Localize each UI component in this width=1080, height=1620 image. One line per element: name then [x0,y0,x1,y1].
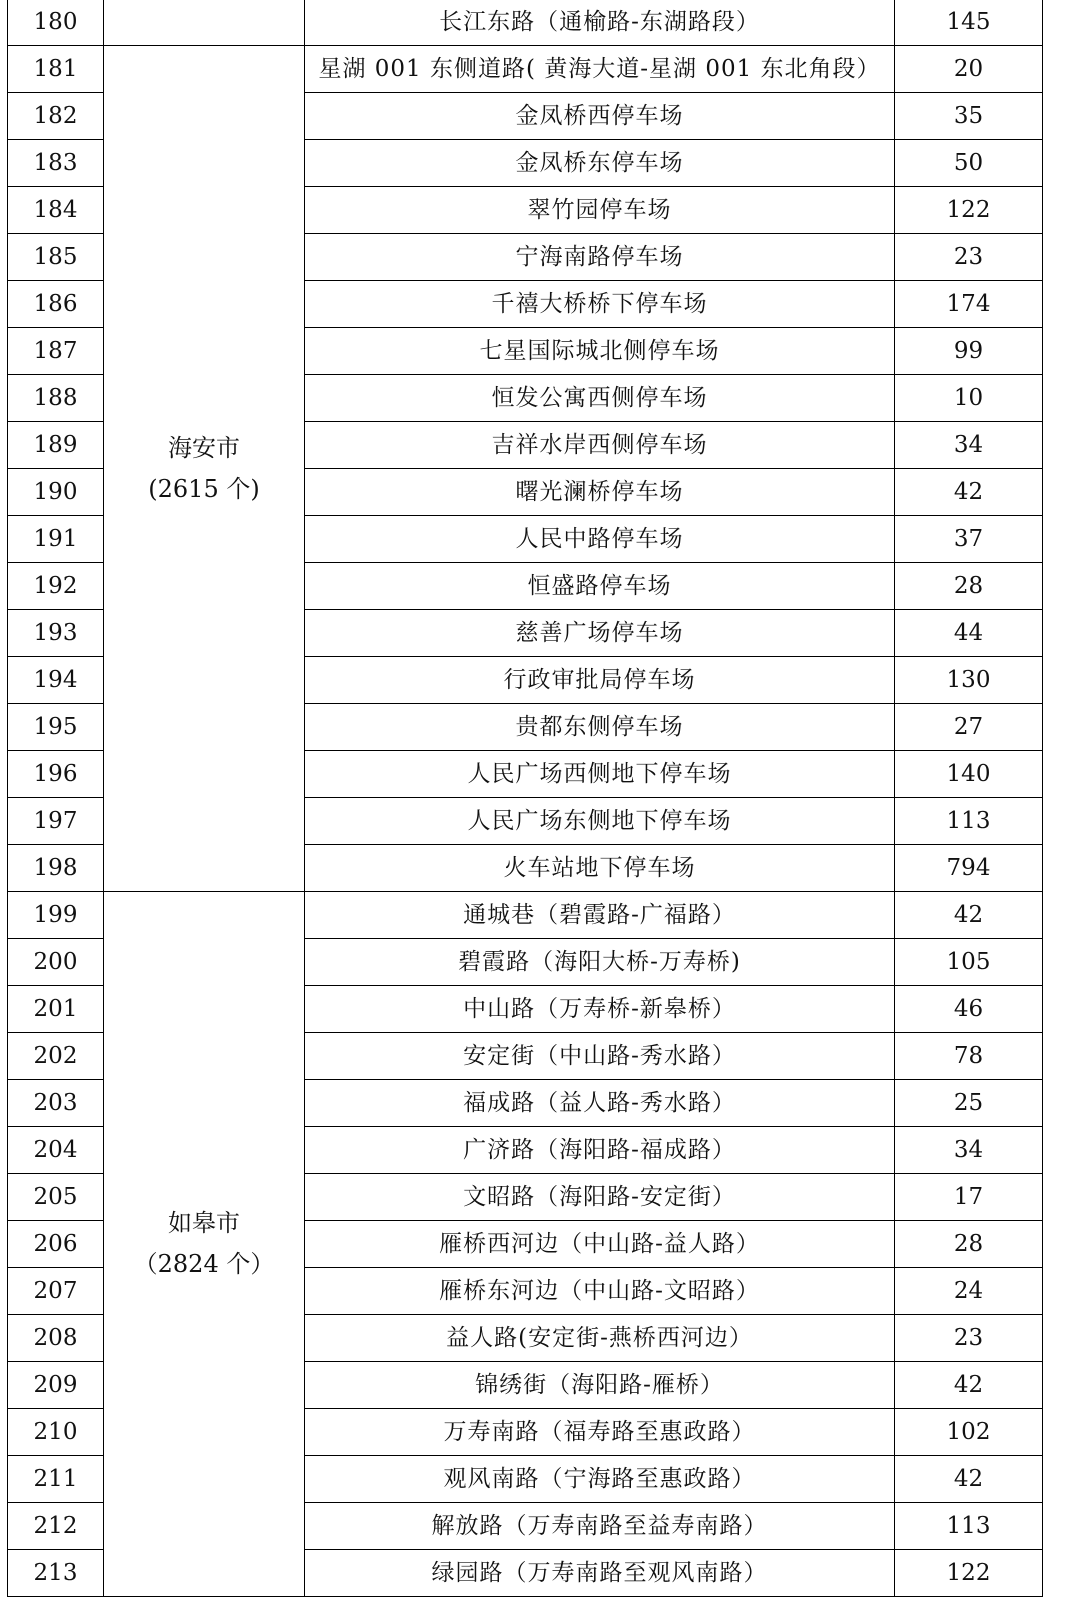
location-name: 绿园路（万寿南路至观风南路） [305,1550,895,1597]
row-number: 205 [8,1174,104,1221]
location-name: 吉祥水岸西侧停车场 [305,422,895,469]
row-number: 197 [8,798,104,845]
row-number: 211 [8,1456,104,1503]
row-number: 181 [8,46,104,93]
row-number: 200 [8,939,104,986]
parking-count: 34 [895,1127,1043,1174]
row-number: 203 [8,1080,104,1127]
parking-count: 42 [895,1362,1043,1409]
parking-count: 50 [895,140,1043,187]
location-name: 行政审批局停车场 [305,657,895,704]
location-name: 曙光澜桥停车场 [305,469,895,516]
parking-count: 23 [895,234,1043,281]
district-cell [104,892,305,1597]
parking-count: 102 [895,1409,1043,1456]
location-name: 锦绣街（海阳路-雁桥） [305,1362,895,1409]
location-name: 解放路（万寿南路至益寿南路） [305,1503,895,1550]
parking-count: 24 [895,1268,1043,1315]
table-row [8,892,1043,939]
parking-count: 113 [895,1503,1043,1550]
row-number: 194 [8,657,104,704]
parking-count: 42 [895,1456,1043,1503]
parking-count: 27 [895,704,1043,751]
row-number: 188 [8,375,104,422]
location-name: 雁桥东河边（中山路-文昭路） [305,1268,895,1315]
row-number: 196 [8,751,104,798]
location-name: 火车站地下停车场 [305,845,895,892]
location-name: 中山路（万寿桥-新皋桥） [305,986,895,1033]
parking-count: 17 [895,1174,1043,1221]
location-name: 万寿南路（福寿路至惠政路） [305,1409,895,1456]
row-number: 202 [8,1033,104,1080]
parking-count: 34 [895,422,1043,469]
parking-count: 113 [895,798,1043,845]
location-name: 人民广场西侧地下停车场 [305,751,895,798]
row-number: 189 [8,422,104,469]
parking-count: 37 [895,516,1043,563]
row-number: 206 [8,1221,104,1268]
parking-count: 99 [895,328,1043,375]
parking-count: 44 [895,610,1043,657]
parking-count: 122 [895,187,1043,234]
row-number: 184 [8,187,104,234]
location-name: 恒盛路停车场 [305,563,895,610]
location-name: 翠竹园停车场 [305,187,895,234]
location-name: 通城巷（碧霞路-广福路） [305,892,895,939]
row-number: 210 [8,1409,104,1456]
location-name: 安定街（中山路-秀水路） [305,1033,895,1080]
parking-count: 122 [895,1550,1043,1597]
row-number: 199 [8,892,104,939]
location-name: 长江东路（通榆路-东湖路段） [305,0,895,46]
row-number: 201 [8,986,104,1033]
row-number: 183 [8,140,104,187]
row-number: 198 [8,845,104,892]
parking-count: 28 [895,1221,1043,1268]
row-number: 185 [8,234,104,281]
parking-count: 78 [895,1033,1043,1080]
row-number: 204 [8,1127,104,1174]
location-name: 贵都东侧停车场 [305,704,895,751]
row-number: 180 [8,0,104,46]
table-row [8,0,1043,46]
parking-count: 28 [895,563,1043,610]
parking-count: 130 [895,657,1043,704]
parking-count: 140 [895,751,1043,798]
parking-count: 10 [895,375,1043,422]
parking-table [7,0,1043,1597]
row-number: 212 [8,1503,104,1550]
parking-count: 20 [895,46,1043,93]
district-count: (2615 个) [148,474,260,503]
row-number: 195 [8,704,104,751]
location-name: 人民广场东侧地下停车场 [305,798,895,845]
row-number: 187 [8,328,104,375]
row-number: 192 [8,563,104,610]
parking-count: 42 [895,469,1043,516]
parking-table-body [8,0,1043,1597]
location-name: 恒发公寓西侧停车场 [305,375,895,422]
location-name: 金凤桥西停车场 [305,93,895,140]
row-number: 186 [8,281,104,328]
parking-count: 23 [895,1315,1043,1362]
location-name: 广济路（海阳路-福成路） [305,1127,895,1174]
row-number: 207 [8,1268,104,1315]
location-name: 福成路（益人路-秀水路） [305,1080,895,1127]
district-cell [104,46,305,892]
location-name: 千禧大桥桥下停车场 [305,281,895,328]
district-count: （2824 个） [133,1250,275,1278]
location-name: 金凤桥东停车场 [305,140,895,187]
district-cell [104,0,305,46]
parking-count: 35 [895,93,1043,140]
location-name: 益人路(安定街-燕桥西河边） [305,1315,895,1362]
location-name: 宁海南路停车场 [305,234,895,281]
location-name: 观风南路（宁海路至惠政路） [305,1456,895,1503]
parking-count: 46 [895,986,1043,1033]
parking-count: 25 [895,1080,1043,1127]
parking-count: 145 [895,0,1043,46]
row-number: 182 [8,93,104,140]
location-name: 文昭路（海阳路-安定街） [305,1174,895,1221]
parking-count: 105 [895,939,1043,986]
row-number: 193 [8,610,104,657]
location-name: 星湖 001 东侧道路( 黄海大道-星湖 001 东北角段） [305,46,895,93]
district-name: 海安市 [168,433,240,462]
location-name: 慈善广场停车场 [305,610,895,657]
location-name: 人民中路停车场 [305,516,895,563]
location-name: 七星国际城北侧停车场 [305,328,895,375]
location-name: 碧霞路（海阳大桥-万寿桥) [305,939,895,986]
row-number: 213 [8,1550,104,1597]
parking-count: 42 [895,892,1043,939]
row-number: 209 [8,1362,104,1409]
parking-count: 794 [895,845,1043,892]
row-number: 208 [8,1315,104,1362]
row-number: 191 [8,516,104,563]
parking-count: 174 [895,281,1043,328]
location-name: 雁桥西河边（中山路-益人路） [305,1221,895,1268]
district-name: 如皋市 [168,1209,240,1238]
table-row [8,46,1043,93]
row-number: 190 [8,469,104,516]
